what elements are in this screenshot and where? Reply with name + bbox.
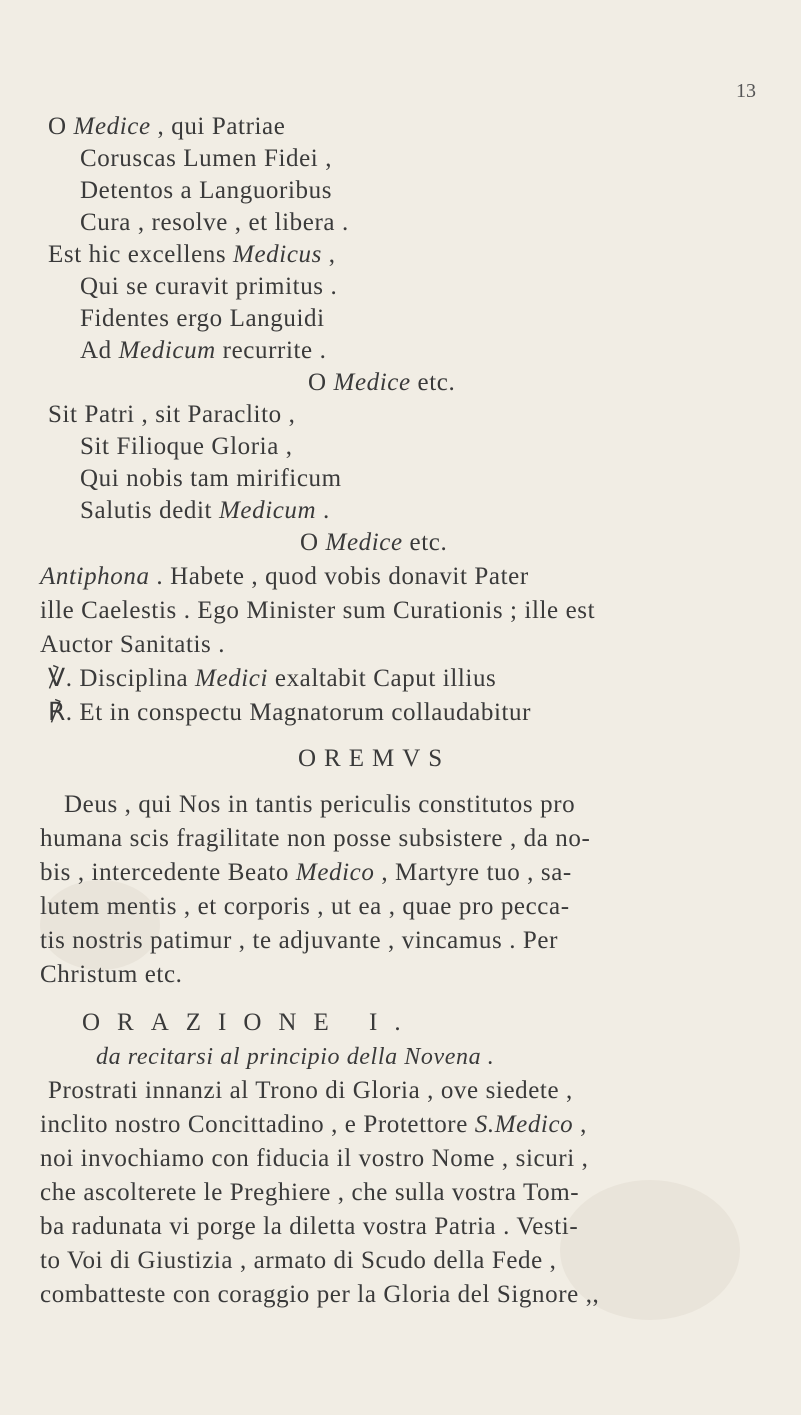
versicle-line: ℣. Disciplina Medici exaltabit Caput illius [48, 665, 497, 692]
hymn-line: Est hic excellens Medicus , [48, 241, 336, 268]
hymn-line: O Medice etc. [300, 529, 448, 556]
hymn-line: Sit Filioque Gloria , [80, 433, 293, 460]
hymn-line: Coruscas Lumen Fidei , [80, 145, 333, 172]
orazione-line: to Voi di Giustizia , armato di Scudo della Fede , [40, 1247, 557, 1274]
hymn-line: Sit Patri , sit Paraclito , [48, 401, 296, 428]
antiphon-line: Auctor Sanitatis . [40, 631, 226, 658]
response-line: ℟. Et in conspectu Magnatorum collaudabitur [48, 699, 532, 726]
prayer-line: lutem mentis , et corporis , ut ea , quae pro pecca- [40, 893, 570, 920]
orazione-heading: ORAZIONE I. [82, 1009, 418, 1036]
page-number: 13 [736, 80, 756, 102]
hymn-line: Cura , resolve , et libera . [80, 209, 349, 236]
orazione-line: ba radunata vi porge la diletta vostra Patria . Vesti- [40, 1213, 579, 1240]
prayer-line: bis , intercedente Beato Medico , Martyre tuo , sa- [40, 859, 572, 886]
hymn-line: O Medice etc. [308, 369, 456, 396]
hymn-line: Salutis dedit Medicum . [80, 497, 330, 524]
prayer-line: Christum etc. [40, 961, 183, 988]
hymn-line: Qui nobis tam mirificum [80, 465, 342, 492]
orazione-line: combatteste con coraggio per la Gloria del Signore ,, [40, 1281, 600, 1308]
antiphon-line: Antiphona . Habete , quod vobis donavit Pater [40, 563, 529, 590]
prayer-line: Deus , qui Nos in tantis periculis constitutos pro [64, 791, 576, 818]
hymn-line: Fidentes ergo Languidi [80, 305, 325, 332]
hymn-line: O Medice , qui Patriae [48, 113, 286, 140]
hymn-line: Detentos a Languoribus [80, 177, 333, 204]
orazione-line: Prostrati innanzi al Trono di Gloria , ove siedete , [48, 1077, 573, 1104]
prayer-line: tis nostris patimur , te adjuvante , vincamus . Per [40, 927, 559, 954]
antiphon-line: ille Caelestis . Ego Minister sum Curationis ; ille est [40, 597, 596, 624]
orazione-line: noi invochiamo con fiducia il vostro Nome , sicuri , [40, 1145, 589, 1172]
prayer-line: humana scis fragilitate non posse subsistere , da no- [40, 825, 591, 852]
hymn-line: Ad Medicum recurrite . [80, 337, 327, 364]
oremus-heading: OREMVS [298, 745, 451, 772]
hymn-line: Qui se curavit primitus . [80, 273, 338, 300]
orazione-subtitle: da recitarsi al principio della Novena . [96, 1044, 495, 1070]
orazione-line: che ascolterete le Preghiere , che sulla vostra Tom- [40, 1179, 580, 1206]
orazione-line: inclito nostro Concittadino , e Protettore S.Medico , [40, 1111, 587, 1138]
